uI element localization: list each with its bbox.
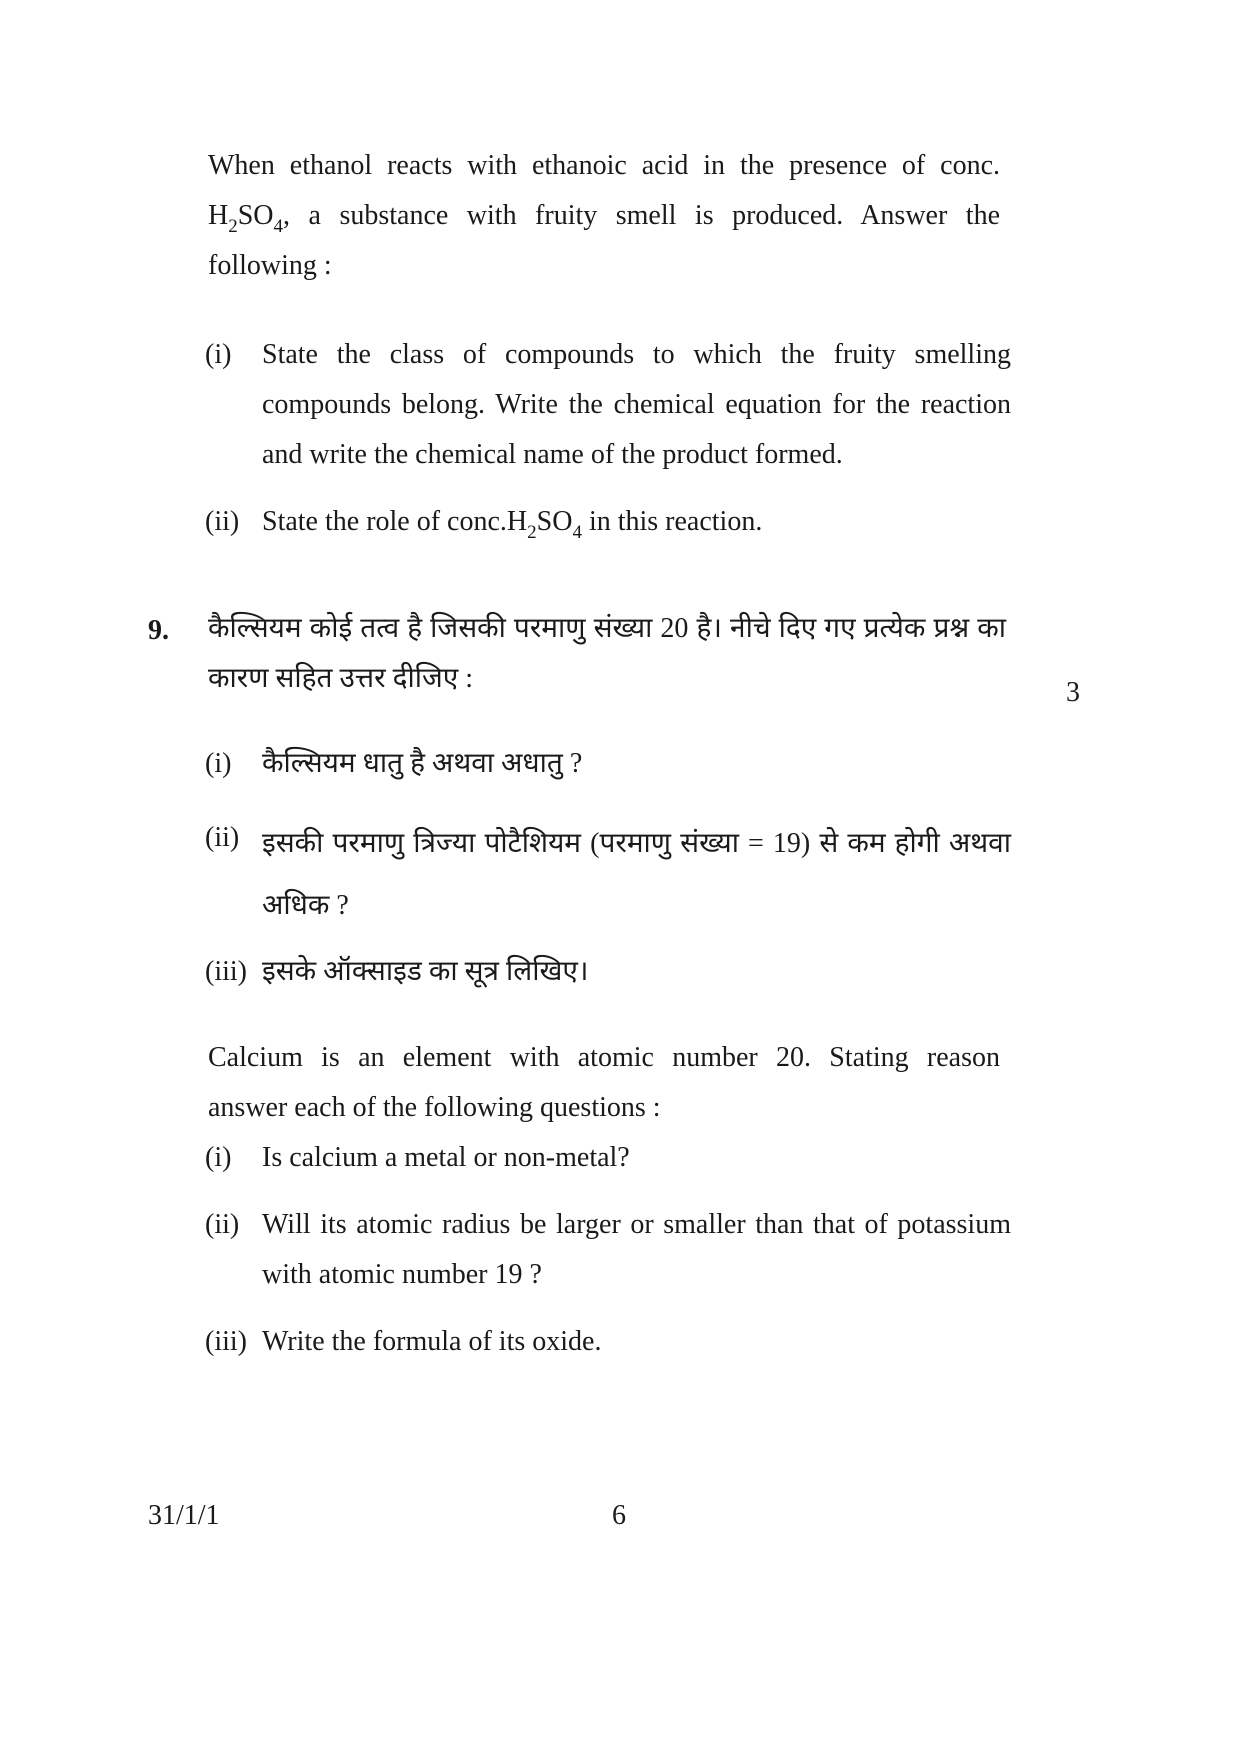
paper-code: 31/1/1 [148,1500,220,1531]
page-number: 6 [612,1500,626,1531]
q9-english-stem: Calcium is an element with atomic number 20. Stating reason answer each of the following questions : [208,1042,1000,1123]
intro-paragraph [208,141,1000,291]
q8-part-i-text: State the class of compounds to which the fruity smelling compounds belong. Write the chemical equation for the reaction and write the chemical name of the product formed. [262,339,1011,470]
q9-english-part-ii-text: Will its atomic radius be larger or smaller than that of potassium with atomic number 19 ? [262,1209,1011,1290]
q9-hindi-part-ii-text: इसकी परमाणु त्रिज्या पोटैशियम (परमाणु संख्या = 19) से कम होगी अथवा अधिक ? [262,828,1011,921]
q9-english-part-ii-number: (ii) [205,1209,240,1240]
h2so4-formula: $H_2SO_4$ [208,200,284,237]
q8-part-ii-number: (ii) [205,506,240,537]
q8-part-i-number: (i) [205,339,232,370]
intro-line-1: When ethanol reacts with ethanoic acid in the presence of conc. [208,150,1000,181]
q9-hindi-part-iii-text: इसके ऑक्साइड का सूत्र लिखिए। [262,956,589,987]
intro-line-2: $H_2SO_4$, a substance with fruity smell is produced. Answer the [208,200,1000,237]
q9-english-part-iii-text: Write the formula of its oxide. [262,1326,602,1357]
marks: 3 [1066,677,1080,708]
q9-english-part-i-text: Is calcium a metal or non-metal? [262,1142,630,1173]
q9-hindi-part-i-number: (i) [205,748,232,779]
q9-hindi-part-iii-number: (iii) [205,956,247,987]
q8-part-ii-text: State the role of $conc.H_2SO_4$ in this reaction. [262,506,763,543]
q9-english-part-i-number: (i) [205,1142,232,1173]
q9-english-part-iii-number: (iii) [205,1326,247,1357]
q9-hindi-part-ii-number: (ii) [205,822,240,853]
q9-hindi-stem: कैल्सियम कोई तत्व है जिसकी परमाणु संख्या 20 है। नीचे दिए गए प्रत्येक प्रश्न का कारण सहित उत्तर दीजिए : [208,613,1006,694]
question-number: 9. [148,615,169,646]
intro-line-3: following : [208,250,332,281]
q9-hindi-part-i-text: कैल्सियम धातु है अथवा अधातु ? [262,748,583,779]
h2so4-formula: $H_2SO_4$ [506,506,582,543]
